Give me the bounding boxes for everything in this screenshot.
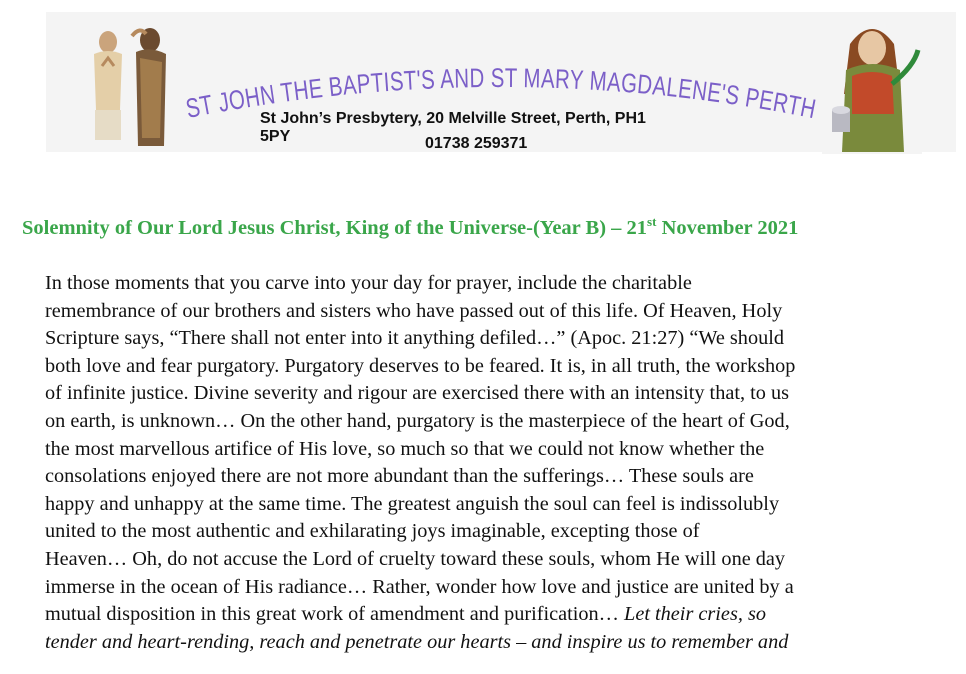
parish-title-text: ST JOHN THE BAPTIST'S AND ST MARY MAGDALENE'S PERTH — [183, 62, 824, 126]
reflection-text — [45, 270, 965, 655]
text-line: happy and unhappy at the same time. The greatest anguish the soul can feel is indissolubly — [45, 492, 780, 515]
text-line: Heaven… Oh, do not accuse the Lord of cruelty toward these souls, whom He will one day — [45, 547, 786, 570]
text-line — [45, 601, 965, 629]
text-line: Scripture says, “There shall not enter into it anything defiled…” (Apoc. 21:27) “We should — [45, 327, 784, 350]
text-line: united to the most authentic and exhilarating joys imaginable, excepting those of — [45, 520, 700, 543]
text-line — [45, 629, 965, 655]
phone-number: 01738 259371 — [425, 135, 528, 152]
text-italic: tender and heart-rending, reach and penetrate our hearts – and inspire us to remember and — [45, 630, 789, 653]
text-line: the most marvellous artifice of His love, so much so that we could not know whether the — [45, 437, 765, 460]
title-main: Solemnity of Our Lord Jesus Christ, King of the Universe-(Year B) – 21 — [22, 217, 648, 239]
text-line: In those moments that you carve into your day for prayer, include the charitable — [45, 272, 692, 294]
text-line: both love and fear purgatory. Purgatory deserves to be feared. It is, in all truth, the workshop — [45, 354, 796, 377]
text-line: on earth, is unknown… On the other hand, purgatory is the masterpiece of the heart of God, — [45, 409, 790, 432]
text-line: consolations enjoyed there are not more abundant than the sufferings… These souls are — [45, 465, 754, 488]
text-plain: mutual disposition in this great work of amendment and purification… — [45, 603, 625, 626]
text-line: immerse in the ocean of His radiance… Rather, wonder how love and justice are united by a — [45, 575, 794, 598]
text-italic: Let their cries, so — [624, 603, 767, 626]
page-title — [22, 214, 962, 240]
title-date: November 2021 — [656, 217, 799, 239]
presbytery-address: St John’s Presbytery, 20 Melville Street, Perth, PH1 5PY — [260, 110, 646, 145]
title-superscript: st — [647, 214, 657, 230]
text-line: remembrance of our brothers and sisters who have passed out of this life. Of Heaven, Holy — [45, 299, 783, 322]
text-line: of infinite justice. Divine severity and rigour are exercised there with an intensity that, to us — [45, 382, 789, 405]
